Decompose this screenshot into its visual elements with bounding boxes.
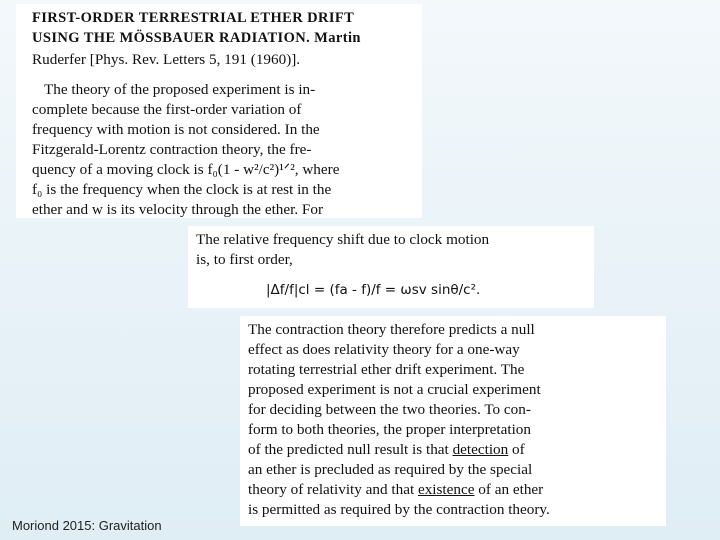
excerpt-panel-3 bbox=[240, 316, 666, 526]
article-title-line-1: FIRST-ORDER TERRESTRIAL ETHER DRIFT bbox=[32, 10, 355, 26]
paragraph-line bbox=[248, 440, 525, 460]
paragraph-line: quency of a moving clock is f₀(1 - w²/c²)¹ᐟ², where bbox=[32, 161, 340, 178]
paragraph-line: The theory of the proposed experiment is in- bbox=[44, 81, 316, 98]
slide-footer: Moriond 2015: Gravitation bbox=[12, 518, 162, 533]
paragraph-line: f₀ is the frequency when the clock is at rest in the bbox=[32, 181, 332, 198]
paragraph-line: for deciding between the two theories. To con- bbox=[248, 401, 531, 418]
text-segment: of bbox=[508, 441, 525, 458]
underlined-word-detection: detection bbox=[452, 441, 509, 458]
frequency-shift-formula: |Δf/f|cl = (fa - f)/f = ωsv sinθ/c². bbox=[266, 282, 481, 298]
text-segment: theory of relativity and that bbox=[248, 481, 418, 498]
article-title-line-2: USING THE MÖSSBAUER RADIATION. Martin bbox=[32, 30, 361, 46]
excerpt-panel-2 bbox=[188, 226, 594, 308]
paragraph-line: is permitted as required by the contraction theory. bbox=[248, 501, 550, 518]
paragraph-line: complete because the first-order variation of bbox=[32, 101, 302, 118]
paragraph-line: an ether is precluded as required by the special bbox=[248, 461, 533, 478]
paragraph-line: Fitzgerald-Lorentz contraction theory, the fre- bbox=[32, 141, 312, 158]
text-segment: of an ether bbox=[474, 481, 544, 498]
paragraph-line: rotating terrestrial ether drift experiment. The bbox=[248, 361, 525, 378]
paragraph-line: frequency with motion is not considered. In the bbox=[32, 121, 320, 138]
paragraph-line: effect as does relativity theory for a one-way bbox=[248, 341, 520, 358]
paragraph-line: is, to first order, bbox=[196, 251, 293, 268]
paragraph-line: form to both theories, the proper interpretation bbox=[248, 421, 531, 438]
paragraph-line bbox=[248, 480, 543, 500]
paragraph-line: The relative frequency shift due to clock motion bbox=[196, 231, 490, 248]
paragraph-line: ether and w is its velocity through the ether. For bbox=[32, 201, 324, 218]
excerpt-panel-1 bbox=[16, 4, 422, 218]
paragraph-line: proposed experiment is not a crucial experiment bbox=[248, 381, 541, 398]
citation-line: Ruderfer [Phys. Rev. Letters 5, 191 (1960)]. bbox=[32, 51, 301, 68]
paragraph-line: The contraction theory therefore predicts a null bbox=[248, 321, 535, 338]
text-segment: of the predicted null result is that bbox=[248, 441, 453, 458]
underlined-word-existence: existence bbox=[417, 481, 475, 498]
